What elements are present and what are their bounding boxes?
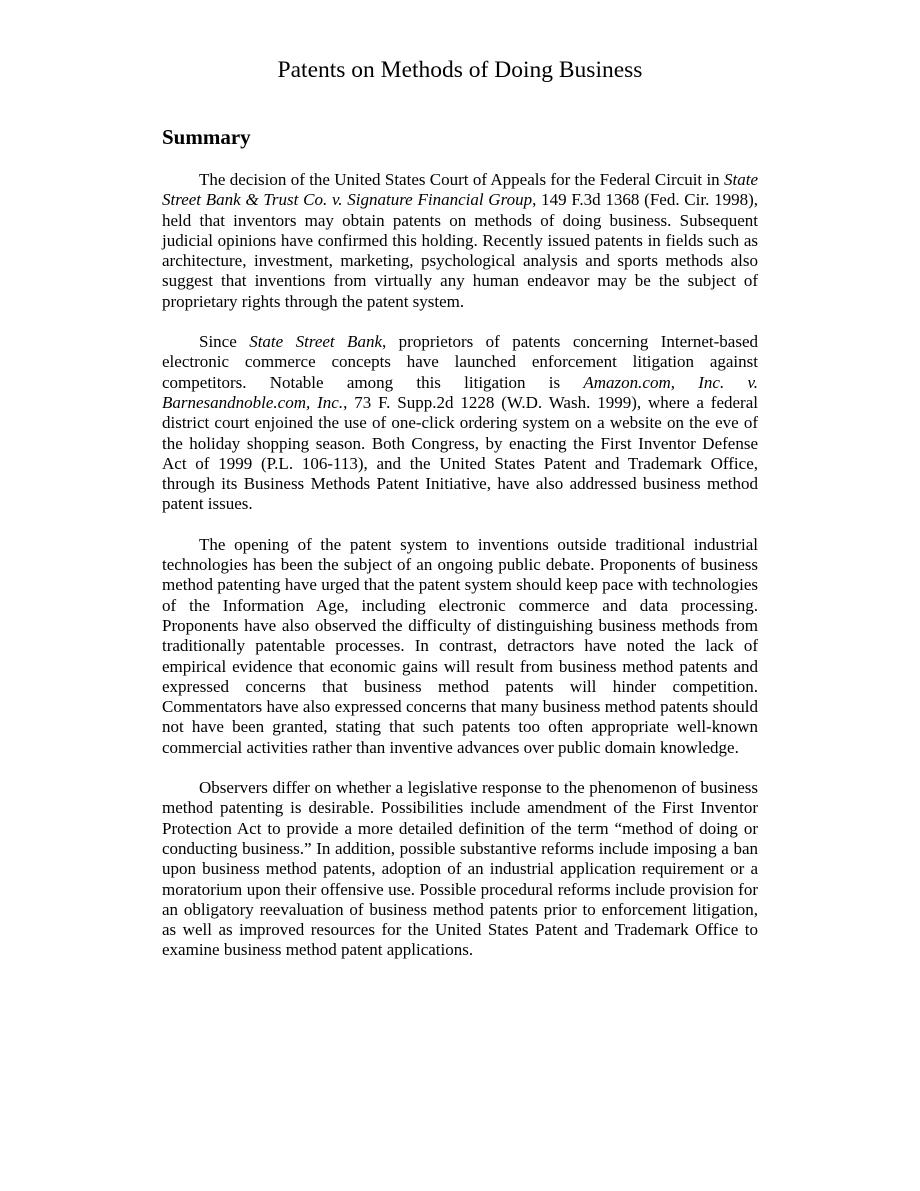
- paragraph-text: The decision of the United States Court of Appeals for the Federal Circuit in: [199, 170, 724, 189]
- paragraph: [162, 535, 758, 758]
- paragraph: [162, 332, 758, 515]
- section-heading-summary: Summary: [162, 125, 251, 149]
- summary-body: [162, 170, 758, 981]
- paragraph-text: , 73 F. Supp.2d 1228 (W.D. Wash. 1999), where a federal district court enjoined the use of one-click ordering system on a website on the eve of the holiday shopping season. Both Congress, by enacting the First Inventor Defense Act of 1999 (P.L. 106-113), and the United States Patent and Trademark Office, through its Business Methods Patent Initiative, have also addressed business method patent issues.: [162, 392, 758, 514]
- case-citation: State Street Bank & Trust Co. v. Signature Financial Group: [162, 170, 758, 210]
- paragraph: [162, 778, 758, 961]
- case-citation: Amazon.com, Inc. v. Barnesandnoble.com, Inc.: [162, 372, 758, 412]
- paragraph-text: Observers differ on whether a legislative response to the phenomenon of business method patenting is desirable. Possibilities include amendment of the First Inventor Protection Act to provide a more detailed definition of the term “method of doing or conducting business.” In addition, possible substantive reforms include imposing a ban upon business method patents, adoption of an industrial application requirement or a moratorium upon their offensive use. Possible procedural reforms include provision for an obligatory reevaluation of business method patents prior to enforcement litigation, as well as improved resources for the United States Patent and Trademark Office to examine business method patent applications.: [162, 778, 758, 960]
- document-title: Patents on Methods of Doing Business: [277, 57, 643, 83]
- paragraph-text: The opening of the patent system to inventions outside traditional industrial technologies has been the subject of an ongoing public debate. Proponents of business method patenting have urged that the patent system should keep pace with technologies of the Information Age, including electronic commerce and data processing. Proponents have also observed the difficulty of distinguishing business methods from traditionally patentable processes. In contrast, detractors have noted the lack of empirical evidence that economic gains will result from business method patents and expressed concerns that business method patents will hinder competition. Commentators have also expressed concerns that many business method patents should not have been granted, stating that such patents too often appropriate well-known commercial activities rather than inventive advances over public domain knowledge.: [162, 534, 758, 757]
- paragraph-text: Since: [199, 332, 250, 352]
- case-citation: State Street Bank: [249, 332, 382, 352]
- paragraph-text: , 149 F.3d 1368 (Fed. Cir. 1998), held that inventors may obtain patents on methods of doing business. Subsequent judicial opinions have confirmed this holding. Recently issued patents in fields such as architecture, investment, marketing, psychological analysis and sports methods also suggest that inventions from virtually any human endeavor may be the subject of proprietary rights through the patent system.: [162, 190, 759, 311]
- paragraph-text: , proprietors of patents concerning Internet-based electronic commerce concepts have launched enforcement litigation against competitors. Notable among this litigation is: [162, 332, 759, 392]
- paragraph: [162, 170, 758, 312]
